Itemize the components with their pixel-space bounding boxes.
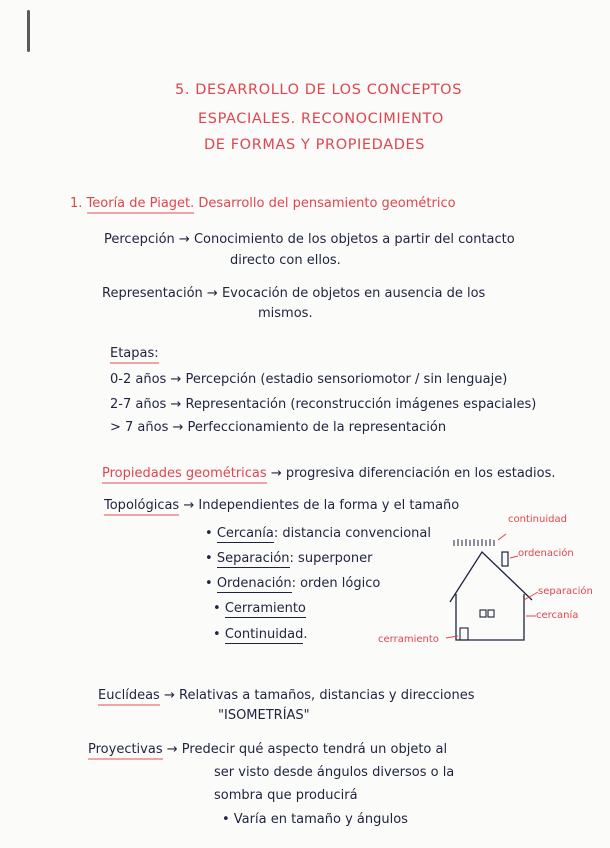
label-cerramiento: cerramiento	[378, 634, 439, 645]
section1-number: 1.	[70, 196, 83, 211]
topologicas-row	[104, 498, 459, 514]
representacion-def-1: Evocación de objetos en ausencia de los	[221, 286, 486, 301]
percepcion-term: Percepción →	[104, 232, 190, 247]
margin-mark	[27, 10, 30, 52]
proyectivas-def-2: ser visto desde ángulos diversos o la	[214, 765, 455, 780]
propiedades-heading-rest: → progresiva diferenciación en los estadios.	[270, 466, 556, 481]
percepcion-row	[104, 232, 515, 248]
section1-heading-rest: Desarrollo del pensamiento geométrico	[198, 196, 456, 211]
topo-item: • Continuidad.	[213, 627, 308, 642]
etapa-age: > 7 años →	[110, 420, 184, 435]
topo-item-term: Separación	[216, 551, 290, 566]
proyectivas-def-3: sombra que producirá	[214, 788, 358, 803]
house-window	[480, 610, 486, 617]
euclideas-def: → Relativas a tamaños, distancias y direcciones	[163, 688, 475, 703]
propiedades-row	[102, 466, 556, 482]
section1-heading-underlined: Teoría de Piaget.	[87, 196, 195, 214]
topo-item: • Separación: superponer	[205, 551, 373, 566]
house-window	[488, 610, 494, 617]
topologicas-def: → Independientes de la forma y el tamaño	[183, 498, 460, 513]
topo-item-desc: : orden lógico	[291, 576, 381, 591]
topo-item: • Ordenación: orden lógico	[205, 576, 381, 591]
label-separacion: separación	[538, 586, 593, 597]
percepcion-def-2: directo con ellos.	[230, 253, 341, 268]
propiedades-heading: Propiedades geométricas	[102, 466, 267, 484]
etapas-heading-text: Etapas:	[110, 346, 159, 364]
percepcion-def-1: Conocimiento de los objetos a partir del contacto	[193, 232, 515, 247]
etapa-text: Representación (reconstrucción imágenes espaciales)	[185, 397, 537, 412]
topologicas-term: Topológicas	[104, 498, 179, 516]
section1-heading	[70, 196, 456, 212]
etapa-age: 0-2 años →	[110, 372, 182, 387]
representacion-row	[102, 286, 485, 302]
topo-item: • Cerramiento	[213, 601, 306, 616]
etapa-text: Percepción (estadio sensoriomotor / sin lenguaje)	[185, 372, 508, 387]
etapa-row	[110, 420, 446, 436]
etapa-text: Perfeccionamiento de la representación	[187, 420, 447, 435]
label-continuidad: continuidad	[508, 514, 567, 525]
proyectivas-row	[88, 742, 447, 758]
topo-item-desc: : superponer	[289, 551, 373, 566]
etapa-age: 2-7 años →	[110, 397, 182, 412]
etapas-heading	[110, 346, 159, 362]
etapa-row	[110, 397, 536, 413]
topo-item-term: Cerramiento	[224, 601, 306, 616]
topo-item-term: Cercanía	[216, 526, 274, 541]
house-chimney	[502, 552, 508, 566]
etapa-row	[110, 372, 507, 388]
topo-item-desc: .	[303, 627, 308, 642]
label-ordenacion: ordenación	[518, 548, 574, 559]
euclideas-term: Euclídeas	[98, 688, 160, 706]
label-cercania: cercanía	[536, 610, 579, 621]
proyectivas-def-1: → Predecir qué aspecto tendrá un objeto al	[166, 742, 448, 757]
proyectivas-term: Proyectivas	[88, 742, 163, 760]
title-line-1: 5. DESARROLLO DE LOS CONCEPTOS	[175, 82, 463, 98]
topo-item: • Cercanía: distancia convencional	[205, 526, 432, 541]
title-line-3: DE FORMAS Y PROPIEDADES	[204, 137, 426, 153]
topo-item-term: Continuidad	[224, 627, 304, 642]
continuity-marks	[454, 539, 494, 546]
topo-item-desc: : distancia convencional	[273, 526, 432, 541]
euclideas-row	[98, 688, 475, 704]
proyectivas-bullet: • Varía en tamaño y ángulos	[222, 812, 408, 827]
representacion-term: Representación →	[102, 286, 218, 301]
title-line-2: ESPACIALES. RECONOCIMIENTO	[198, 111, 444, 127]
house-door	[460, 628, 468, 640]
representacion-def-2: mismos.	[258, 306, 313, 321]
isometrias: "ISOMETRÍAS"	[218, 708, 310, 723]
topo-item-term: Ordenación	[216, 576, 292, 591]
